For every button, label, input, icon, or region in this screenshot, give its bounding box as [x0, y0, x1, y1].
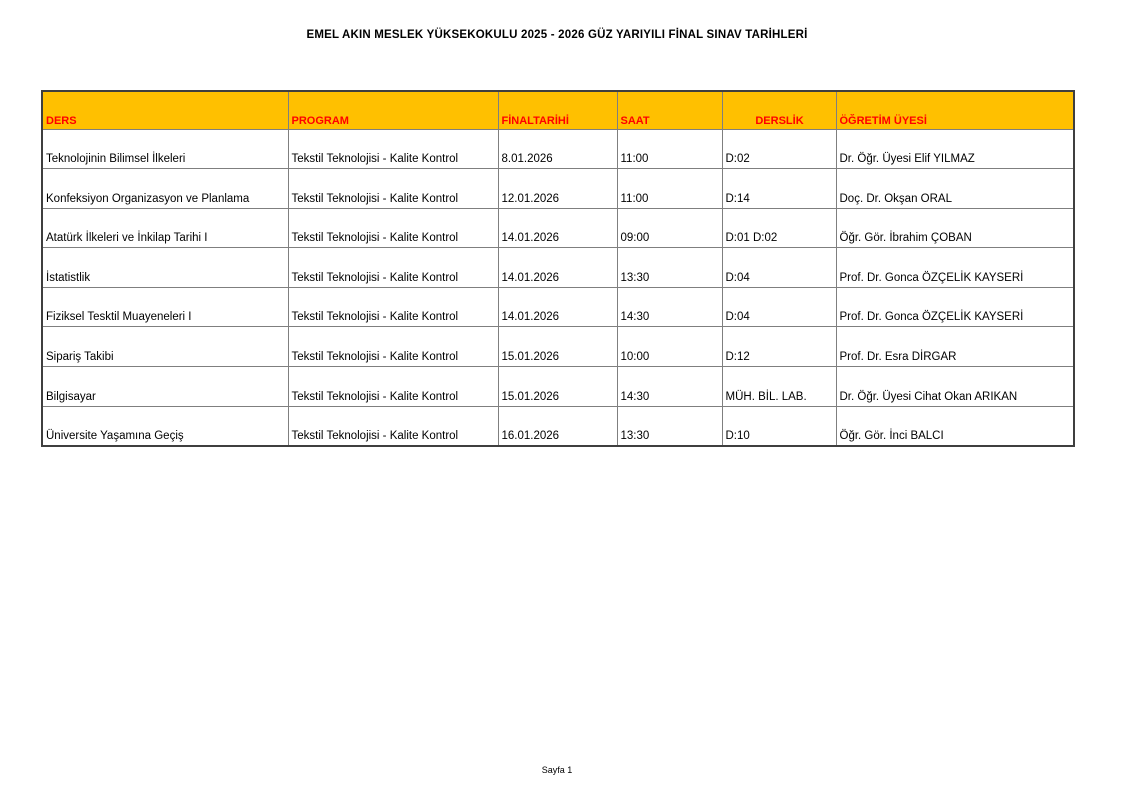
- cell-program: Tekstil Teknolojisi - Kalite Kontrol: [288, 129, 498, 169]
- cell-saat: 11:00: [617, 129, 722, 169]
- cell-program: Tekstil Teknolojisi - Kalite Kontrol: [288, 287, 498, 327]
- cell-derslik: D:01 D:02: [722, 208, 836, 248]
- cell-derslik: D:14: [722, 169, 836, 209]
- cell-program: Tekstil Teknolojisi - Kalite Kontrol: [288, 248, 498, 288]
- column-header-saat: SAAT: [617, 91, 722, 129]
- cell-ders: Atatürk İlkeleri ve İnkilap Tarihi I: [42, 208, 288, 248]
- cell-final-tarihi: 14.01.2026: [498, 208, 617, 248]
- cell-program: Tekstil Teknolojisi - Kalite Kontrol: [288, 406, 498, 446]
- cell-final-tarihi: 12.01.2026: [498, 169, 617, 209]
- cell-ogretim-uyesi: Doç. Dr. Okşan ORAL: [836, 169, 1074, 209]
- cell-ders: Teknolojinin Bilimsel İlkeleri: [42, 129, 288, 169]
- cell-ders: Üniversite Yaşamına Geçiş: [42, 406, 288, 446]
- cell-ogretim-uyesi: Öğr. Gör. İbrahim ÇOBAN: [836, 208, 1074, 248]
- cell-ogretim-uyesi: Dr. Öğr. Üyesi Cihat Okan ARIKAN: [836, 367, 1074, 407]
- page-number: Sayfa 1: [541, 765, 573, 775]
- cell-derslik: D:12: [722, 327, 836, 367]
- cell-ogretim-uyesi: Prof. Dr. Esra DİRGAR: [836, 327, 1074, 367]
- cell-final-tarihi: 16.01.2026: [498, 406, 617, 446]
- table-row: [42, 129, 1074, 169]
- cell-derslik: MÜH. BİL. LAB.: [722, 367, 836, 407]
- cell-ders: Bilgisayar: [42, 367, 288, 407]
- table-row: [42, 248, 1074, 288]
- cell-final-tarihi: 8.01.2026: [498, 129, 617, 169]
- table-header-row: [42, 91, 1074, 129]
- cell-derslik: D:04: [722, 287, 836, 327]
- cell-saat: 09:00: [617, 208, 722, 248]
- cell-program: Tekstil Teknolojisi - Kalite Kontrol: [288, 367, 498, 407]
- cell-saat: 13:30: [617, 248, 722, 288]
- cell-derslik: D:02: [722, 129, 836, 169]
- cell-final-tarihi: 15.01.2026: [498, 367, 617, 407]
- cell-saat: 10:00: [617, 327, 722, 367]
- exam-schedule-table: [41, 90, 1075, 447]
- column-header-ogretim-uyesi: ÖĞRETİM ÜYESİ: [836, 91, 1074, 129]
- cell-program: Tekstil Teknolojisi - Kalite Kontrol: [288, 327, 498, 367]
- cell-final-tarihi: 14.01.2026: [498, 248, 617, 288]
- cell-final-tarihi: 15.01.2026: [498, 327, 617, 367]
- cell-ogretim-uyesi: Öğr. Gör. İnci BALCI: [836, 406, 1074, 446]
- cell-derslik: D:10: [722, 406, 836, 446]
- table-row: [42, 367, 1074, 407]
- cell-ders: İstatistlik: [42, 248, 288, 288]
- table-row: [42, 406, 1074, 446]
- cell-ders: Fiziksel Tesktil Muayeneleri I: [42, 287, 288, 327]
- table-row: [42, 327, 1074, 367]
- cell-program: Tekstil Teknolojisi - Kalite Kontrol: [288, 208, 498, 248]
- cell-derslik: D:04: [722, 248, 836, 288]
- cell-saat: 13:30: [617, 406, 722, 446]
- cell-final-tarihi: 14.01.2026: [498, 287, 617, 327]
- column-header-derslik: DERSLİK: [722, 91, 836, 129]
- cell-saat: 11:00: [617, 169, 722, 209]
- cell-saat: 14:30: [617, 287, 722, 327]
- table-row: [42, 287, 1074, 327]
- cell-program: Tekstil Teknolojisi - Kalite Kontrol: [288, 169, 498, 209]
- column-header-ders: DERS: [42, 91, 288, 129]
- cell-ogretim-uyesi: Dr. Öğr. Üyesi Elif YILMAZ: [836, 129, 1074, 169]
- table-row: [42, 208, 1074, 248]
- cell-ders: Konfeksiyon Organizasyon ve Planlama: [42, 169, 288, 209]
- cell-ders: Sipariş Takibi: [42, 327, 288, 367]
- table-row: [42, 169, 1074, 209]
- column-header-final-tarihi: FİNALTARİHİ: [498, 91, 617, 129]
- column-header-program: PROGRAM: [288, 91, 498, 129]
- cell-saat: 14:30: [617, 367, 722, 407]
- page-title: EMEL AKIN MESLEK YÜKSEKOKULU 2025 - 2026 GÜZ YARIYILI FİNAL SINAV TARİHLERİ: [306, 29, 808, 41]
- cell-ogretim-uyesi: Prof. Dr. Gonca ÖZÇELİK KAYSERİ: [836, 248, 1074, 288]
- cell-ogretim-uyesi: Prof. Dr. Gonca ÖZÇELİK KAYSERİ: [836, 287, 1074, 327]
